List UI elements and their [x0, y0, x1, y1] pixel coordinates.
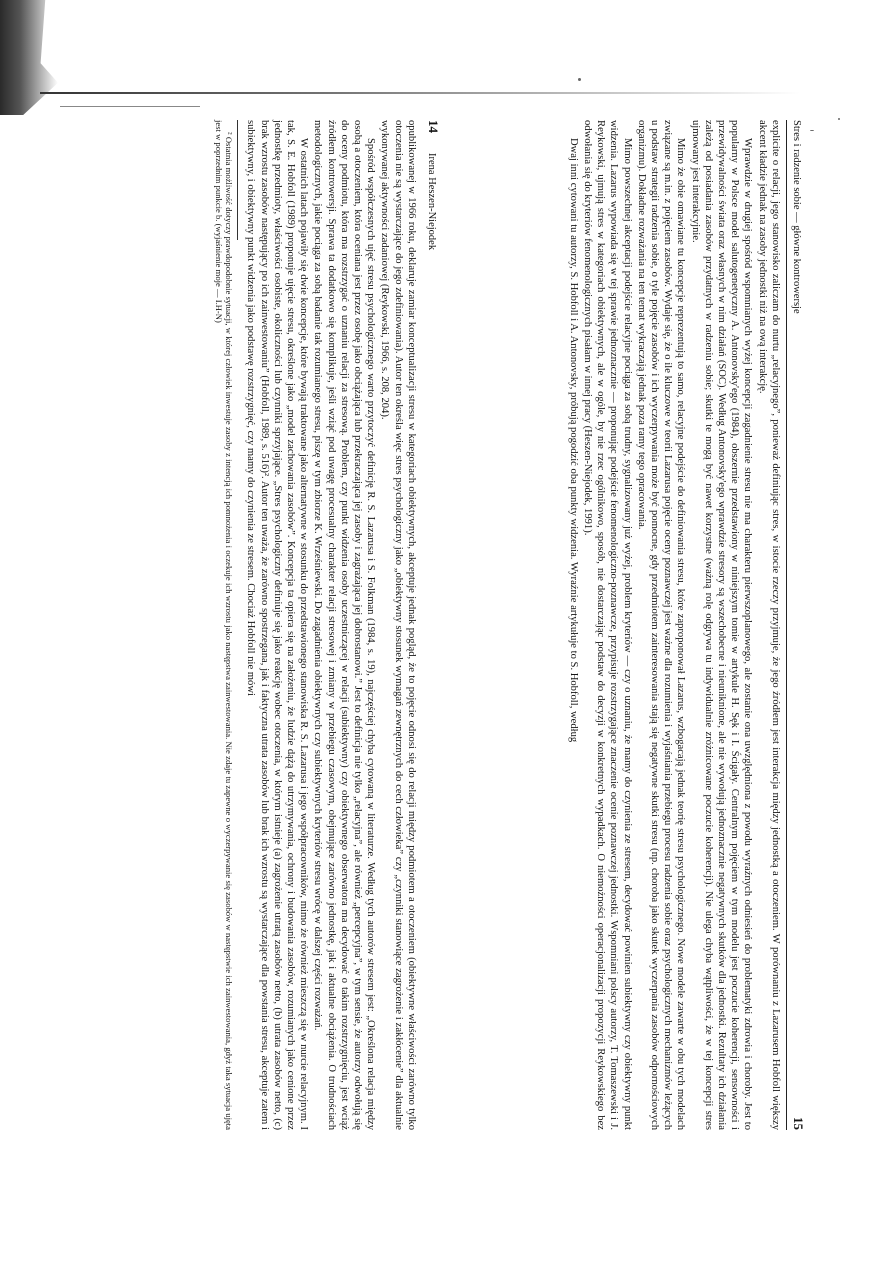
paragraph: Spośród współczesnych ujęć stresu psychologicznego warto przytoczyć definicję R. S. Lazarusa i S. Folkman (1984, s. 19), najczęściej chyba cytowaną w literaturze. Według tych autorów stresem jest: „Określona relacja między osobą a otoczeniem, która oceniana jest przez osobę jako obciążająca lub przekraczająca jej zasoby i zagrażająca jej dobrostanowi.” Jest to definicja nie tylko „relacyjna”, ale również „percepcyjna”, w tym sensie, że autorzy odwołują się do oceny podmiotu, która ma rozstrzygać o uznaniu relacji za stresową. Problem, czy punkt widzenia osoby uczestniczącej w relacji (subiektywny) czy obiektywnego obserwatora ma decydować o takim rozstrzygnięciu, jest wciąż źródłem kontrowersji. Sprawa ta dodatkowo się komplikuje, jeśli wziąć pod uwagę procesualny charakter relacji stresowej i zmiany w przebiegu czasowym, obejmujące zarówno jednostkę, jak i aktualne obciążenia. O trudnościach metodologicznych, jakie pociąga za sobą badanie tak rozumianego stresu, piszę w tym zbiorze K. Wrześniewski. Do zagadnienia obiektywnych czy subiektywnych kryteriów stresu wrócę w dalszej części rozważań. [312, 120, 377, 1130]
paragraph: Dwaj inni cytowani tu autorzy, S. Hobfoll i A. Antonovsky, próbują pogodzić oba punkty widzenia. Wyraźnie artykułuje to S. Hobfoll, według [567, 138, 579, 743]
paragraph: Mimo powszechnej akceptacji podejście relacyjne pociąga za sobą trudny, sygnalizowany już wyżej, problem kryteriów — czy o uznaniu, że mamy do czynienia ze stresem, decydować powinien subiektywny czy obiektywny punkt widzenia. Lazarus wypowiada się w tej sprawie jednoznacznie — proponując podejście fenomenologiczno-poznawcze, przypisuje rozstrzygające znaczenie ocenie poznawczej jednostki. Wspomniani polscy autorzy, T. Tomaszewski i J. Reykowski, ujmują stres w kategoriach obiektywnych, ale w ogóle, by nie rzec ogólnikowo, sposób, nie dostarczając podstaw do decyzji w konkretnych wypadkach. O niemożności operacjonalizacji propozycji Reykowskiego bez odwołania się do kryteriów fenomenologicznych pisałam w innej pracy (Heszen-Niejodek, 1991). [581, 120, 633, 1130]
scan-page-edge-line [40, 92, 800, 94]
paragraph: W ostatnich latach pojawiły się dwie koncepcje, które bywają traktowane jako alternatywne w stosunku do przedstawionego stanowiska R. S. Lazarusa i jego współpracowników, mimo że również mieszczą się w nurcie relacyjnym. I tak, S. E. Hobfoll (1989) proponuje ujęcie stresu, określone jako „model zachowania zasobów”. Koncepcja ta opiera się na założeniu, że ludzie dążą do utrzymywania, ochrony i budowania zasobów, rozumianych jako cenione przez jednostkę przedmioty, właściwości osobiste, okoliczności lub czynniki sprzyjające. „Stres psychologiczny definiuje się jako reakcję wobec otoczenia, w którym istnieje (a) zagrożenie utratą zasobów netto, (b) utrata zasobów netto, (c) brak wzrostu zasobów następujący po ich zainwestowaniu” (Hobfoll, 1989, s. 516)². Autor ten uważa, że zarówno spostrzegana, jak i faktyczna utrata zasobów lub brak ich wzrostu są wystarczające dla powstania stresu, akceptuje zatem i subiektywny, i obiektywny punkt widzenia jako podstawę rozstrzygnięć, czy mamy do czynienia ze stresem. Chociaż Hobfoll nie mówi [245, 120, 310, 1130]
page-15 [485, 120, 805, 1130]
footnote: ² Ostatnia możliwość dotyczy prawdopodobnie sytuacji, w której człowiek inwestuje zasoby z intencją ich pomnożenia i oczekuje ich wzrostu jako następstwa zainwestowania. Nie zdaje tu zapewne o wyczerpywanie się zasobów w następstwie ich zainwestowania, gdyż taka sytuacja ujęta jest w poprzednim punkcie b. (wyjaśnienie moje — I.H-N) [213, 120, 235, 1130]
page-14 [120, 120, 440, 1130]
running-head: Irena Heszen-Niejodek [426, 153, 437, 251]
scan-speck [838, 118, 840, 120]
scan-edge-shadow [0, 0, 58, 115]
page-number: 14 [426, 120, 441, 133]
paragraph: Mimo że obie omawiane tu koncepcje reprezentują to samo, relacyjne podejście do definiowania stresu, które zaproponował Lazarus, wzbogacają jednak teorię stresu psychologicznego. Nowe modele zawarte w obu tych modelach związane są m.in. z pojęciem zasobów. Wydaje się, że o ile kluczowe w teorii Lazarusa pojęcie oceny poznawczej jest ważne dla rozumienia i wyjaśniania przebiegu procesu radzenia sobie oraz psychologicznych mechanizmów leżących u podstaw strategii radzenia sobie, o tyle pojęcie zasobów i ich wyczerpywania może być pomocne, gdy przedmiotem zainteresowania stają się negatywne skutki stresu (np. choroba jako skutek wyczerpania zasobów odpornościowych organizmu). Dokładne rozważania na ten temat wykraczają jednak poza ramy tego opracowania. [635, 120, 687, 1130]
page-number: 15 [791, 1117, 806, 1130]
paragraph: opublikowanej w 1966 roku, deklaruje zamiar konceptualizacji stresu w kategoriach obiektywnych, akceptuje jednak pogląd, że to pojęcie odnosi się do relacji między podmiotem a otoczeniem (obiektywne właściwości zarówno tylko otoczenia nie są wystarczające do jego zdefiniowania). Autor ten określa więc stres psychologiczny jako „obiektywny stosunek wymagań zewnętrznych do cech człowieka” czy „czynniki stanowiące zagrożenie i zakłócenie” dla aktualnie wykonywanej aktywności zadaniowej (Reykowski, 1966, s. 208, 204). [379, 120, 417, 1130]
paragraph: Wprawdzie w drugiej spośród wspomnianych wyżej koncepcji zagadnienie stresu nie ma charakteru pierwszoplanowego, ale zostanie ona uwzględniona z powodu wyraźnych odniesień do problematyki zdrowia i choroby. Jest to popularny w Polsce model salutogenetyczny A. Antonovsky'ego (1984), obszernie przedstawiony w niniejszym tomie w artykule H. Sęk i I. Ścigały. Centralnym pojęciem w tym modelu jest poczucie koherencji, sensowności i przewidywalności świata oraz własnych w nim działań (SOC). Według Antonovsky'ego wprawdzie stresory są wszechobecne i nieuniknione, ale nie wywołują jednoznacznie negatywnych skutków dla jednostki. Rezultaty ich działania zależą od posiadania zasobów przydatnych w radzeniu sobie; skutki te mogą być nawet korzystne (ważną rolę odgrywa tu indywidualnie zróżnicowane poczucie koherencji). Nie ulega chyba wątpliwości, że w tej koncepcji stres ujmowany jest interakcyjnie. [689, 120, 754, 1130]
page-header [422, 120, 440, 1130]
scan-speck [810, 130, 814, 131]
running-head: Stres i radzenie sobie — główne kontrowersje [791, 120, 802, 314]
page-header [786, 120, 805, 1130]
paragraph: explicite o relacji, jego stanowisko zaliczam do nurtu „relacyjnego”, ponieważ definiując stres, w istocie rzeczy przyjmuje, że jego źródłem jest interakcja między jednostką a otoczeniem. W porównaniu z Lazarusem Hobfoll większy akcent kładzie jednak na zasoby jednostki niż na ową interakcję. [756, 120, 781, 1130]
scan-page-edge-line-short [60, 106, 200, 107]
scan-speck [578, 78, 581, 81]
footnote-rule [237, 120, 238, 240]
